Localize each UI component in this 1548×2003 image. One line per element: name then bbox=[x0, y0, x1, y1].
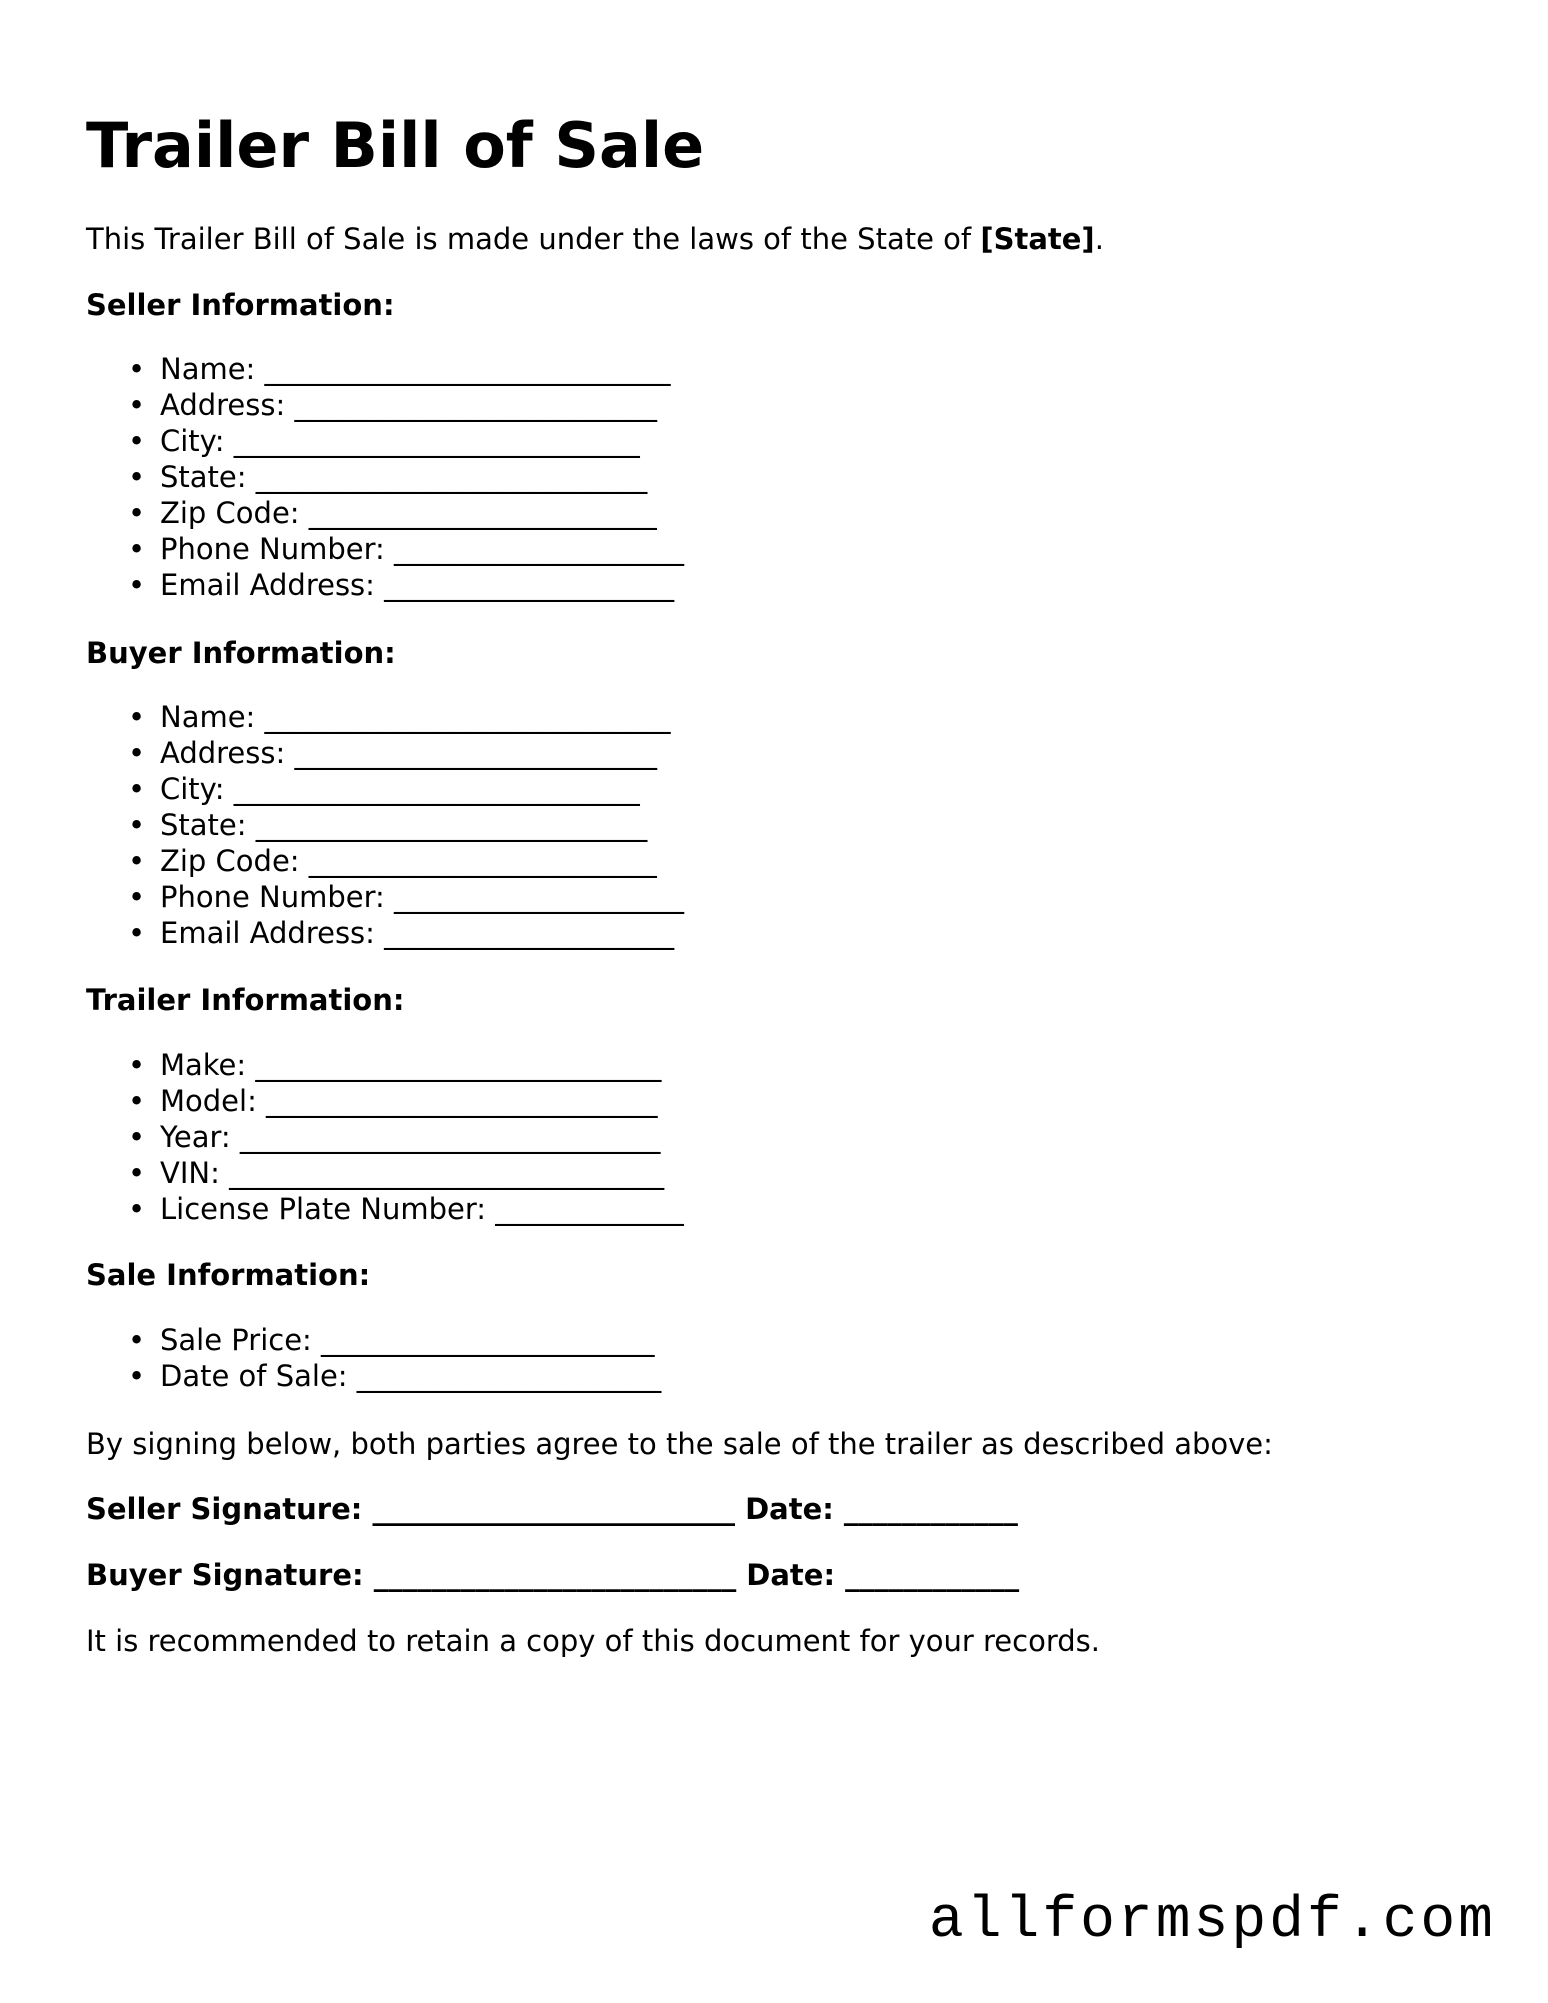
field-label: Address: _________________________ bbox=[160, 736, 657, 770]
field-label: City: ____________________________ bbox=[160, 772, 640, 806]
bullet-icon: • bbox=[128, 496, 146, 530]
field-label: Year: _____________________________ bbox=[160, 1120, 661, 1154]
field-label: Email Address: ____________________ bbox=[160, 568, 675, 602]
buyer-heading: Buyer Information: bbox=[86, 636, 396, 670]
seller-field-list bbox=[86, 351, 684, 603]
seller-phone-field[interactable] bbox=[86, 531, 684, 567]
intro-prefix: This Trailer Bill of Sale is made under the laws of the State of bbox=[86, 222, 981, 256]
seller-state-field[interactable] bbox=[86, 459, 684, 495]
bullet-icon: • bbox=[128, 1359, 146, 1393]
field-label: City: ____________________________ bbox=[160, 424, 640, 458]
seller-city-field[interactable] bbox=[86, 423, 684, 459]
field-label: Zip Code: ________________________ bbox=[160, 496, 657, 530]
trailer-model-field[interactable] bbox=[86, 1083, 684, 1119]
trailer-field-list bbox=[86, 1047, 684, 1227]
bullet-icon: • bbox=[128, 880, 146, 914]
buyer-zip-field[interactable] bbox=[86, 843, 684, 879]
field-label: License Plate Number: _____________ bbox=[160, 1192, 684, 1226]
bullet-icon: • bbox=[128, 1084, 146, 1118]
trailer-heading: Trailer Information: bbox=[86, 983, 405, 1017]
seller-zip-field[interactable] bbox=[86, 495, 684, 531]
bullet-icon: • bbox=[128, 736, 146, 770]
field-label: Phone Number: ____________________ bbox=[160, 532, 685, 566]
bullet-icon: • bbox=[128, 352, 146, 386]
field-label: Name: ____________________________ bbox=[160, 700, 671, 734]
field-label: State: ___________________________ bbox=[160, 460, 648, 494]
buyer-name-field[interactable] bbox=[86, 699, 684, 735]
field-label: Zip Code: ________________________ bbox=[160, 844, 657, 878]
retention-note: It is recommended to retain a copy of this document for your records. bbox=[86, 1624, 1100, 1658]
buyer-email-field[interactable] bbox=[86, 915, 684, 951]
intro-suffix: . bbox=[1094, 222, 1104, 256]
buyer-phone-field[interactable] bbox=[86, 879, 684, 915]
sale-field-list bbox=[86, 1322, 661, 1394]
bullet-icon: • bbox=[128, 388, 146, 422]
agreement-text: By signing below, both parties agree to the sale of the trailer as described above: bbox=[86, 1427, 1273, 1461]
field-label: VIN: ______________________________ bbox=[160, 1156, 665, 1190]
intro-paragraph bbox=[86, 221, 1104, 257]
bullet-icon: • bbox=[128, 700, 146, 734]
bullet-icon: • bbox=[128, 1192, 146, 1226]
bullet-icon: • bbox=[128, 772, 146, 806]
field-label: Phone Number: ____________________ bbox=[160, 880, 685, 914]
trailer-make-field[interactable] bbox=[86, 1047, 684, 1083]
trailer-plate-field[interactable] bbox=[86, 1191, 684, 1227]
field-label: Make: ____________________________ bbox=[160, 1048, 662, 1082]
buyer-city-field[interactable] bbox=[86, 771, 684, 807]
field-label: Date of Sale: _____________________ bbox=[160, 1359, 662, 1393]
bullet-icon: • bbox=[128, 424, 146, 458]
buyer-address-field[interactable] bbox=[86, 735, 684, 771]
trailer-year-field[interactable] bbox=[86, 1119, 684, 1155]
seller-heading: Seller Information: bbox=[86, 288, 395, 322]
sale-heading: Sale Information: bbox=[86, 1258, 371, 1292]
bullet-icon: • bbox=[128, 1156, 146, 1190]
sale-price-field[interactable] bbox=[86, 1322, 661, 1358]
bullet-icon: • bbox=[128, 1323, 146, 1357]
field-label: Model: ___________________________ bbox=[160, 1084, 658, 1118]
field-label: Sale Price: _______________________ bbox=[160, 1323, 655, 1357]
sale-date-field[interactable] bbox=[86, 1358, 661, 1394]
seller-address-field[interactable] bbox=[86, 387, 684, 423]
seller-signature-line[interactable]: Seller Signature: _________________________ Date: ____________ bbox=[86, 1492, 1018, 1526]
bullet-icon: • bbox=[128, 808, 146, 842]
field-label: Address: _________________________ bbox=[160, 388, 657, 422]
buyer-state-field[interactable] bbox=[86, 807, 684, 843]
trailer-vin-field[interactable] bbox=[86, 1155, 684, 1191]
brand-watermark: allformspdf.com bbox=[928, 1889, 1496, 1954]
buyer-signature-line[interactable]: Buyer Signature: _________________________ Date: ____________ bbox=[86, 1558, 1020, 1592]
bullet-icon: • bbox=[128, 1048, 146, 1082]
field-label: Name: ____________________________ bbox=[160, 352, 671, 386]
bullet-icon: • bbox=[128, 1120, 146, 1154]
state-placeholder: [State] bbox=[980, 222, 1095, 256]
buyer-field-list bbox=[86, 699, 684, 951]
bullet-icon: • bbox=[128, 844, 146, 878]
field-label: Email Address: ____________________ bbox=[160, 916, 675, 950]
bullet-icon: • bbox=[128, 916, 146, 950]
field-label: State: ___________________________ bbox=[160, 808, 648, 842]
bullet-icon: • bbox=[128, 532, 146, 566]
seller-name-field[interactable] bbox=[86, 351, 684, 387]
bullet-icon: • bbox=[128, 568, 146, 602]
bullet-icon: • bbox=[128, 460, 146, 494]
document-title: Trailer Bill of Sale bbox=[86, 109, 705, 182]
seller-email-field[interactable] bbox=[86, 567, 684, 603]
